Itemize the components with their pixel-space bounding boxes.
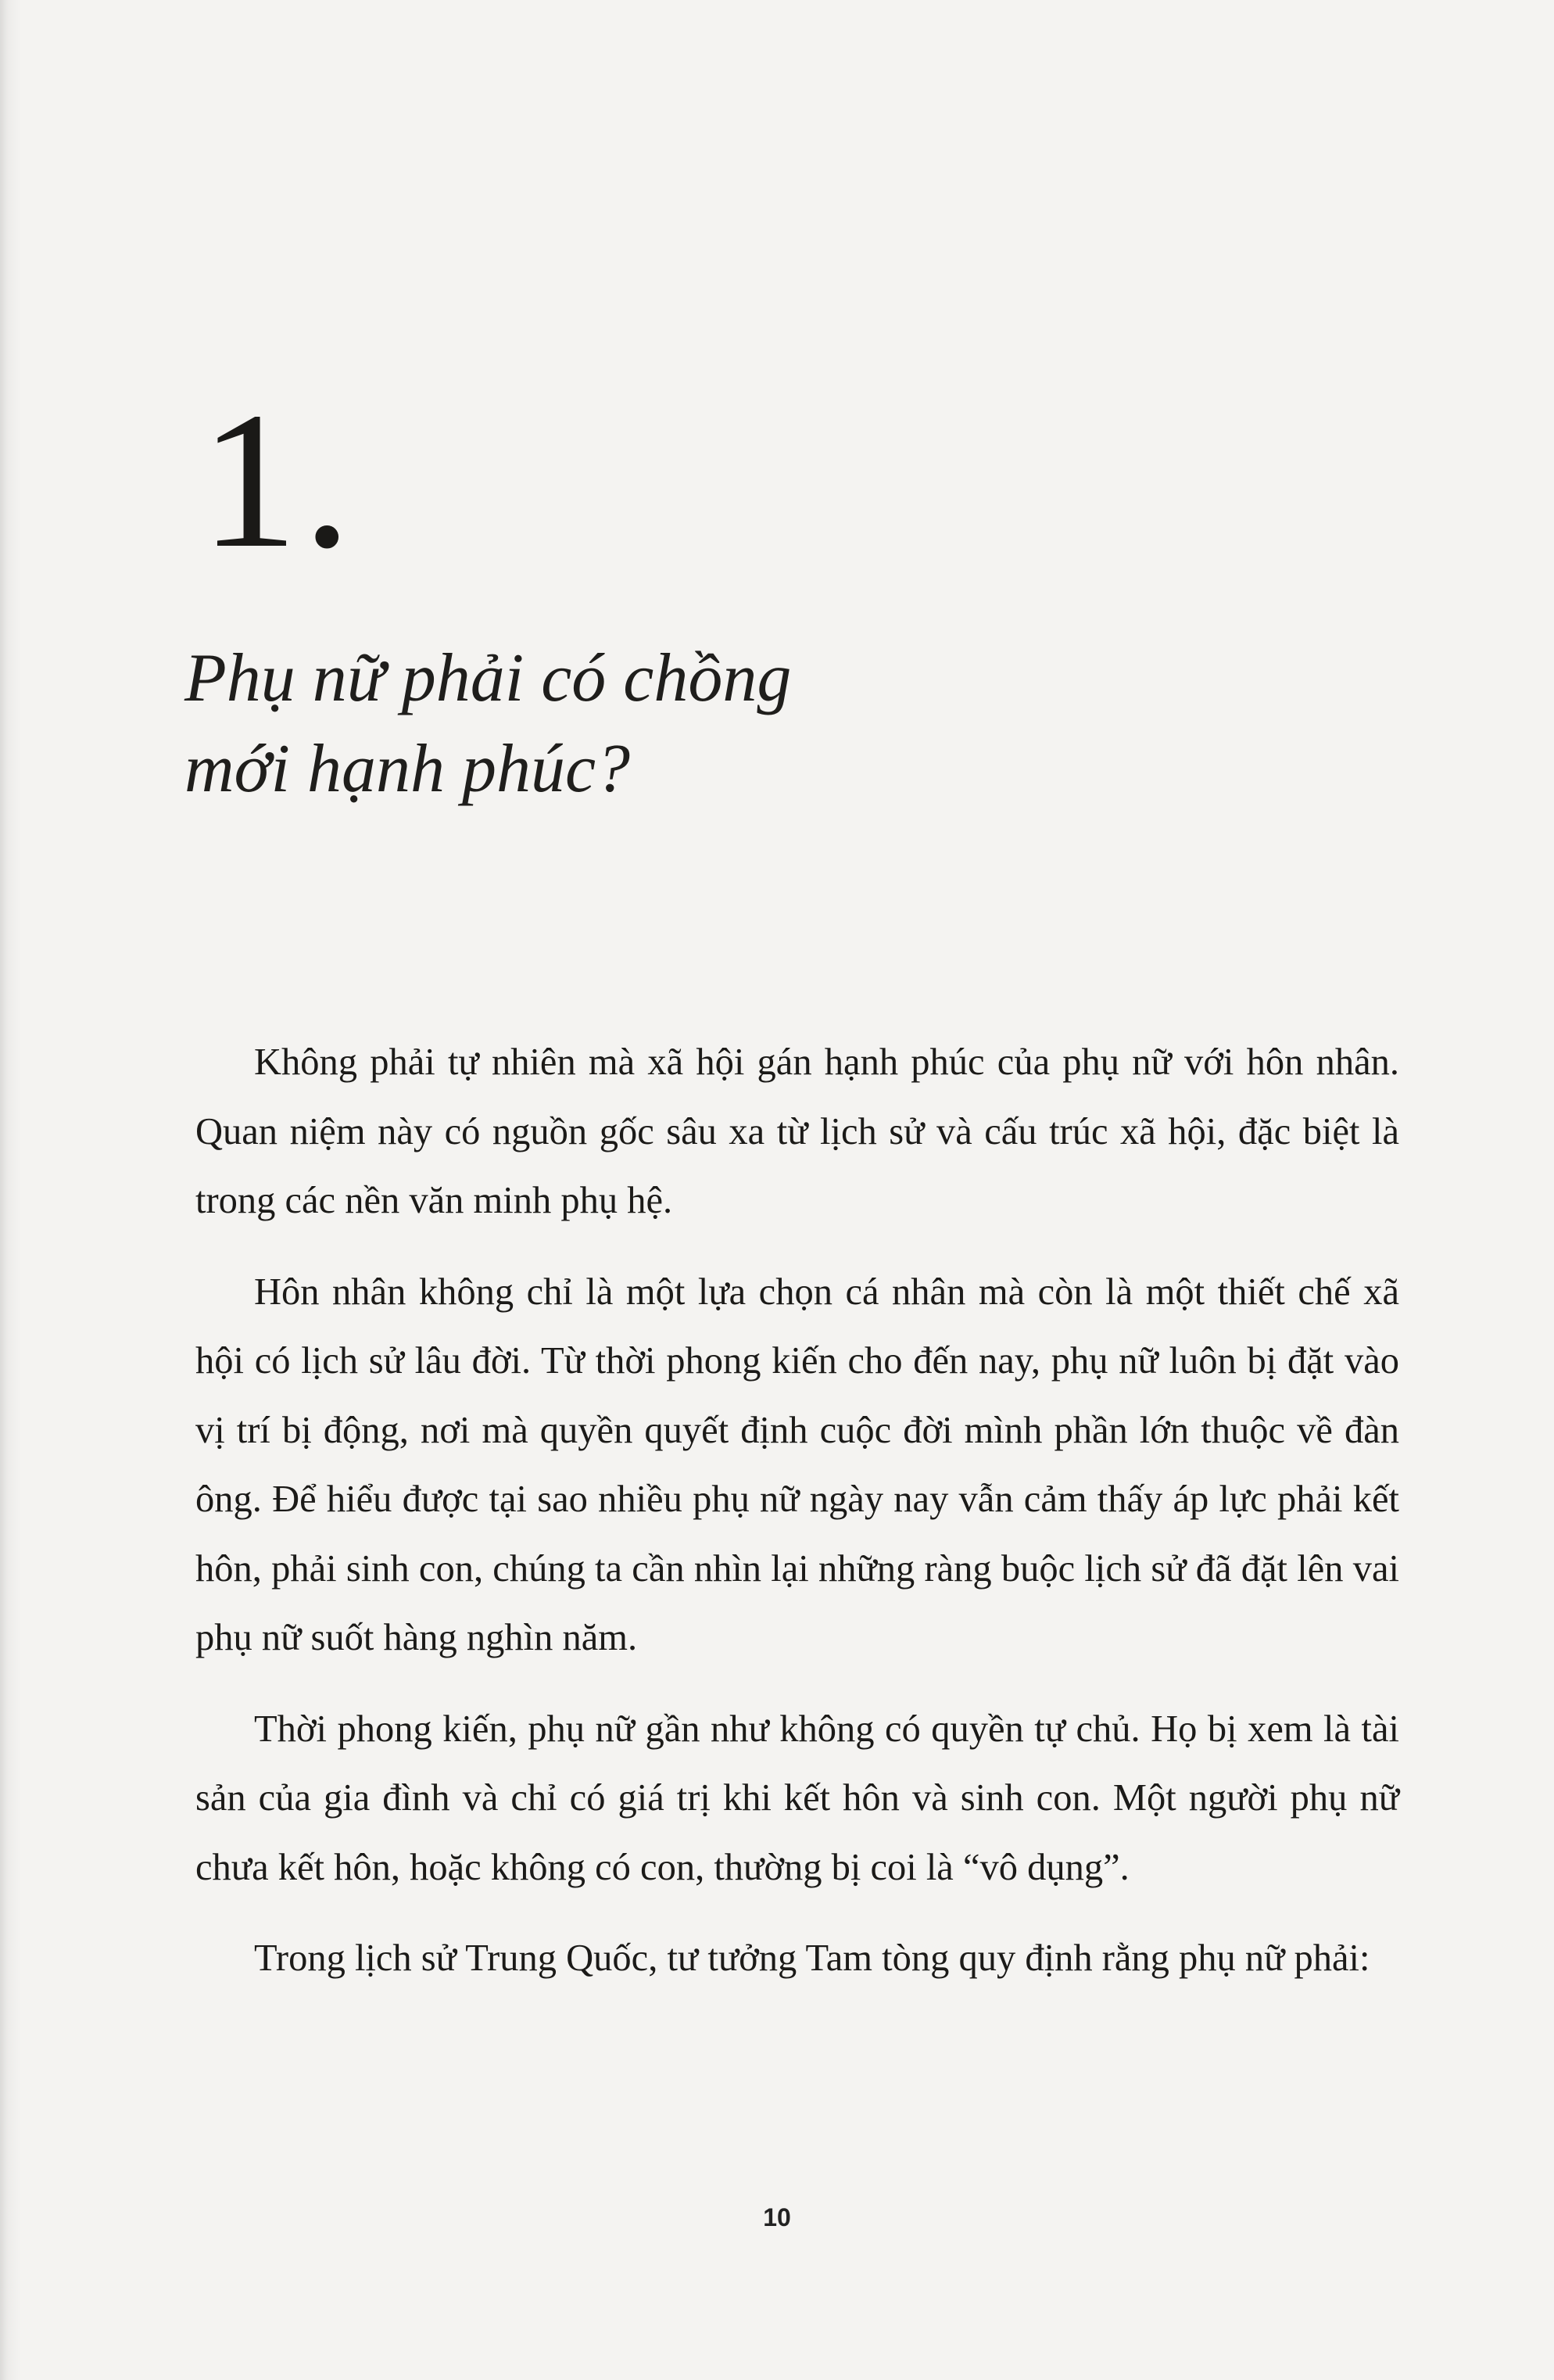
paragraph: Trong lịch sử Trung Quốc, tư tưởng Tam tòng quy định rằng phụ nữ phải: <box>254 1937 1370 1979</box>
body-text <box>195 1028 1399 2016</box>
page-number: 10 <box>763 2203 791 2231</box>
paragraph: Không phải tự nhiên mà xã hội gán hạnh phúc của phụ nữ với hôn nhân. Quan niệm này có nguồn gốc sâu xa từ lịch sử và cấu trúc xã hội, đặc biệt là trong các nền văn minh phụ hệ. <box>195 1041 1399 1221</box>
chapter-title-line-2: mới hạnh phúc? <box>184 731 631 807</box>
paragraph: Hôn nhân không chỉ là một lựa chọn cá nhân mà còn là một thiết chế xã hội có lịch sử lâu đời. Từ thời phong kiến cho đến nay, phụ nữ luôn bị đặt vào vị trí bị động, nơi mà quyền quyết định cuộc đời mình phần lớn thuộc về đàn ông. Để hiểu được tại sao nhiều phụ nữ ngày nay vẫn cảm thấy áp lực phải kết hôn, phải sinh con, chúng ta cần nhìn lại những ràng buộc lịch sử đã đặt lên vai phụ nữ suốt hàng nghìn năm. <box>195 1271 1399 1658</box>
chapter-title <box>184 633 1279 815</box>
chapter-title-line-1: Phụ nữ phải có chồng <box>184 640 792 716</box>
chapter-number: 1. <box>200 372 356 589</box>
paragraph: Thời phong kiến, phụ nữ gần như không có quyền tự chủ. Họ bị xem là tài sản của gia đình và chỉ có giá trị khi kết hôn và sinh con. Một người phụ nữ chưa kết hôn, hoặc không có con, thường bị coi là “vô dụng”. <box>195 1708 1399 1888</box>
